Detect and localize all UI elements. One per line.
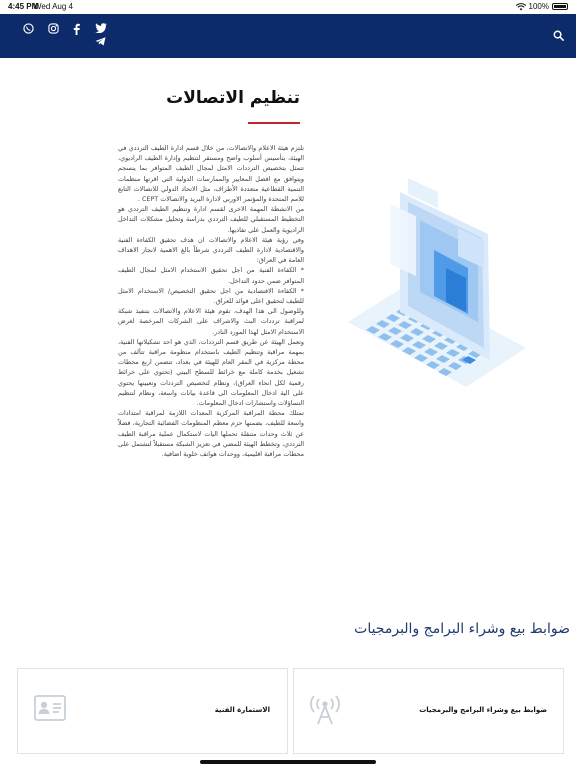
article-paragraph: * الكفاءة الاقتصادية من اجل تحقيق التخصيص/ الاستخدام الامثل للطيف لتحقيق اعلى فوائد للعراق. xyxy=(118,286,304,306)
wifi-icon xyxy=(516,3,526,11)
article-paragraph: من الانشطة المهمة الاخرى لقسم ادارة وتنظيم الطيف الترددي هو التخطيط المستقبلي للطيف الترددي بدراسة وتحليل مشكلات التداخل الراديوية والعمل على تفاديها. xyxy=(118,205,304,234)
telegram-icon[interactable] xyxy=(95,37,106,46)
title-underline xyxy=(248,122,300,124)
twitter-icon[interactable] xyxy=(95,23,107,33)
article-paragraph: تلتزم هيئة الاعلام والاتصالات، من خلال قسم ادارة الطيف الترددي في الهيئة، بتأسيس أسلوب واضح ومستقر لتنظيم وإدارة الطيف الراديوي، تتمثل بتخصيص الترددات الامثل لمجال الطيف المتوافر بما ينسجم ويتوافق مع افضل المعايير والممارسات الدولية التي اقرتها منظمات التنمية القطاعية متعددة الأطراف، مثل الاتحاد الدولي للاتصالات التابع للامم المتحدة والمؤتمر الاوربي لادارة البريد والاتصالات CEPT . xyxy=(118,144,304,204)
page-title: تنظيم الاتصالات xyxy=(166,88,300,108)
article-paragraph: وللوصول الى هذا الهدف، تقوم هيئة الاعلام والاتصالات بتنفيذ شبكة لمراقبة ترددات البث والاشراف على الشركات المرخصة لغرض الاستخدام الامثل لهذا المورد النادر. xyxy=(118,307,304,336)
technical-form-card[interactable] xyxy=(17,668,288,754)
status-time: 4:45 PM xyxy=(8,2,39,11)
software-regulations-card[interactable] xyxy=(293,668,564,754)
status-bar xyxy=(0,0,576,14)
instagram-icon[interactable] xyxy=(48,23,59,34)
status-right xyxy=(516,2,568,11)
home-indicator xyxy=(200,760,376,764)
status-date: Wed Aug 4 xyxy=(34,2,73,11)
article-body xyxy=(118,143,304,459)
id-card-icon xyxy=(34,695,66,721)
article-paragraph: وتعمل الهيئة عن طريق قسم الترددات، الذي هو احد تشكيلاتها الفنية، بمهمة مراقبة وتنظيم الطيف باستخدام منظومة مراقبة تتألف من محطة مركزية في المقر العام للهيئة في بغداد، تتضمن اربع محطات تشغيل بخدمة كاملة مع خرائط للسطح البيني (تحتوي على خرائط رقمية لكل انحاء العراق)، ونظام لتخصيص الترددات وتعيينها يحتوي على الية ادخال المعلومات الى قاعدة بيانات واسعة، ونظام لتنظيم التساؤلات واستشارات ادخال المعلومات. xyxy=(118,337,304,408)
battery-icon xyxy=(552,3,568,10)
facebook-icon[interactable] xyxy=(72,23,81,35)
search-icon[interactable] xyxy=(553,30,564,41)
top-nav xyxy=(0,14,576,58)
card-label: الاستمارة الفنية xyxy=(214,706,270,714)
viber-icon[interactable] xyxy=(23,23,34,34)
article-paragraph: * الكفاءة الفنية من اجل تحقيق الاستخدام الامثل لمجال الطيف المتوافر ضمن حدود التداخل. xyxy=(118,266,304,285)
antenna-icon xyxy=(308,695,342,725)
article-paragraph: تمتلك محطة المراقبة المركزية المعدات اللازمة لمراقبة امتدادات واسعة للطيف، بضمنها حزم معظم المنظومات الفضائية التجارية، فضلاً عن ثلاث وحدات متنقلة تحملها اليات لاستكمال عملية مراقبة الطيف الترددي، وتخطط الهيئة للمضي في تعزيز الشبكة مستقبلاً لتشتمل على محطات مراقبة اقليمية، ووحدات هواتف خلوية اضافية. xyxy=(118,409,304,459)
card-label: ضوابط بيع وشراء البرامج والبرمجيات xyxy=(419,706,547,714)
section-heading: ضوابط بيع وشراء البرامج والبرمجيات xyxy=(354,621,570,637)
laptop-illustration xyxy=(338,172,538,402)
article-paragraph: وفي رؤية هيئة الاعلام والاتصالات ان هدف تحقيق الكفاءة الفنية والاقتصادية لادارة الطيف الترددي شرطاً بالغ الاهمية لانجاز الاهداف العامة في العراق: xyxy=(118,235,304,265)
battery-percent: 100% xyxy=(528,2,549,11)
